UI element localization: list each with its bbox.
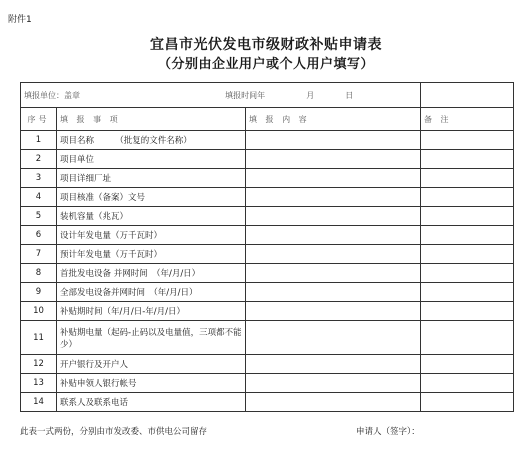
row-item-label: 预计年发电量（万千瓦时） — [57, 245, 246, 264]
row-content-field[interactable] — [246, 355, 421, 374]
fill-info-row — [21, 83, 514, 108]
row-number: 1 — [21, 131, 57, 150]
table-row — [21, 355, 514, 374]
row-item-label: 项目名称 （批复的文件名称） — [57, 131, 246, 150]
row-note-field[interactable] — [421, 169, 514, 188]
row-content-field[interactable] — [246, 283, 421, 302]
row-number: 8 — [21, 264, 57, 283]
row-note-field[interactable] — [421, 150, 514, 169]
fill-info-cell[interactable] — [21, 83, 421, 108]
row-item-label: 开户银行及开户人 — [57, 355, 246, 374]
row-content-field[interactable] — [246, 169, 421, 188]
row-content-field[interactable] — [246, 302, 421, 321]
row-number: 14 — [21, 393, 57, 412]
row-note-field[interactable] — [421, 131, 514, 150]
fill-info-blank-cell[interactable] — [421, 83, 514, 108]
row-item-label: 全部发电设备并网时间 （年/月/日） — [57, 283, 246, 302]
row-content-field[interactable] — [246, 393, 421, 412]
header-num: 序号 — [21, 108, 57, 131]
fill-unit-label: 填报单位：盖章 — [24, 90, 80, 100]
row-content-field[interactable] — [246, 131, 421, 150]
row-content-field[interactable] — [246, 374, 421, 393]
row-content-field[interactable] — [246, 188, 421, 207]
table-row — [21, 374, 514, 393]
form-subtitle: （分别由企业用户或个人用户填写） — [157, 57, 374, 72]
fill-time-label: 填报时间年 — [225, 90, 266, 100]
row-item-label: 装机容量（兆瓦） — [57, 207, 246, 226]
table-row — [21, 302, 514, 321]
row-number: 13 — [21, 374, 57, 393]
table-row — [21, 207, 514, 226]
row-item-label: 设计年发电量（万千瓦时） — [57, 226, 246, 245]
row-item-label: 补贴期电量（起码-止码以及电量值，三项都不能少） — [57, 321, 246, 355]
row-note-field[interactable] — [421, 374, 514, 393]
row-number: 5 — [21, 207, 57, 226]
row-content-field[interactable] — [246, 226, 421, 245]
footer-note: 此表一式两份，分别由市发改委、市供电公司留存 — [20, 427, 208, 437]
row-item-label: 项目单位 — [57, 150, 246, 169]
row-content-field[interactable] — [246, 150, 421, 169]
table-row — [21, 169, 514, 188]
row-number: 11 — [21, 321, 57, 355]
row-item-label: 补贴期时间（年/月/日-年/月/日） — [57, 302, 246, 321]
row-content-field[interactable] — [246, 245, 421, 264]
row-number: 3 — [21, 169, 57, 188]
row-content-field[interactable] — [246, 321, 421, 355]
row-note-field[interactable] — [421, 393, 514, 412]
header-note: 备 注 — [421, 108, 514, 131]
table-row — [21, 188, 514, 207]
row-item-label: 首批发电设备 并网时间 （年/月/日） — [57, 264, 246, 283]
header-row — [21, 108, 514, 131]
table-row — [21, 226, 514, 245]
row-item-label: 联系人及联系电话 — [57, 393, 246, 412]
application-form-table — [20, 82, 514, 412]
row-item-label: 项目核准（备案）文号 — [57, 188, 246, 207]
row-content-field[interactable] — [246, 207, 421, 226]
table-row — [21, 283, 514, 302]
header-item: 填 报 事 项 — [57, 108, 246, 131]
table-row — [21, 393, 514, 412]
table-row — [21, 245, 514, 264]
table-row — [21, 150, 514, 169]
row-number: 9 — [21, 283, 57, 302]
row-note-field[interactable] — [421, 226, 514, 245]
row-note-field[interactable] — [421, 264, 514, 283]
row-note-field[interactable] — [421, 302, 514, 321]
row-item-label: 项目详细厂址 — [57, 169, 246, 188]
row-number: 6 — [21, 226, 57, 245]
fill-day-label: 日 — [345, 90, 354, 100]
applicant-signature-label: 申请人（签字）： — [356, 427, 420, 437]
row-number: 10 — [21, 302, 57, 321]
row-number: 7 — [21, 245, 57, 264]
row-note-field[interactable] — [421, 355, 514, 374]
header-content: 填 报 内 容 — [246, 108, 421, 131]
attachment-label: 附件1 — [8, 15, 32, 25]
table-row — [21, 131, 514, 150]
fill-month-label: 月 — [306, 90, 315, 100]
table-row — [21, 321, 514, 355]
row-content-field[interactable] — [246, 264, 421, 283]
row-item-label: 补贴申领人银行帐号 — [57, 374, 246, 393]
row-note-field[interactable] — [421, 283, 514, 302]
row-number: 12 — [21, 355, 57, 374]
row-number: 4 — [21, 188, 57, 207]
row-note-field[interactable] — [421, 188, 514, 207]
row-note-field[interactable] — [421, 207, 514, 226]
table-row — [21, 264, 514, 283]
row-note-field[interactable] — [421, 321, 514, 355]
row-note-field[interactable] — [421, 245, 514, 264]
form-title: 宜昌市光伏发电市级财政补贴申请表 — [150, 37, 382, 53]
row-number: 2 — [21, 150, 57, 169]
